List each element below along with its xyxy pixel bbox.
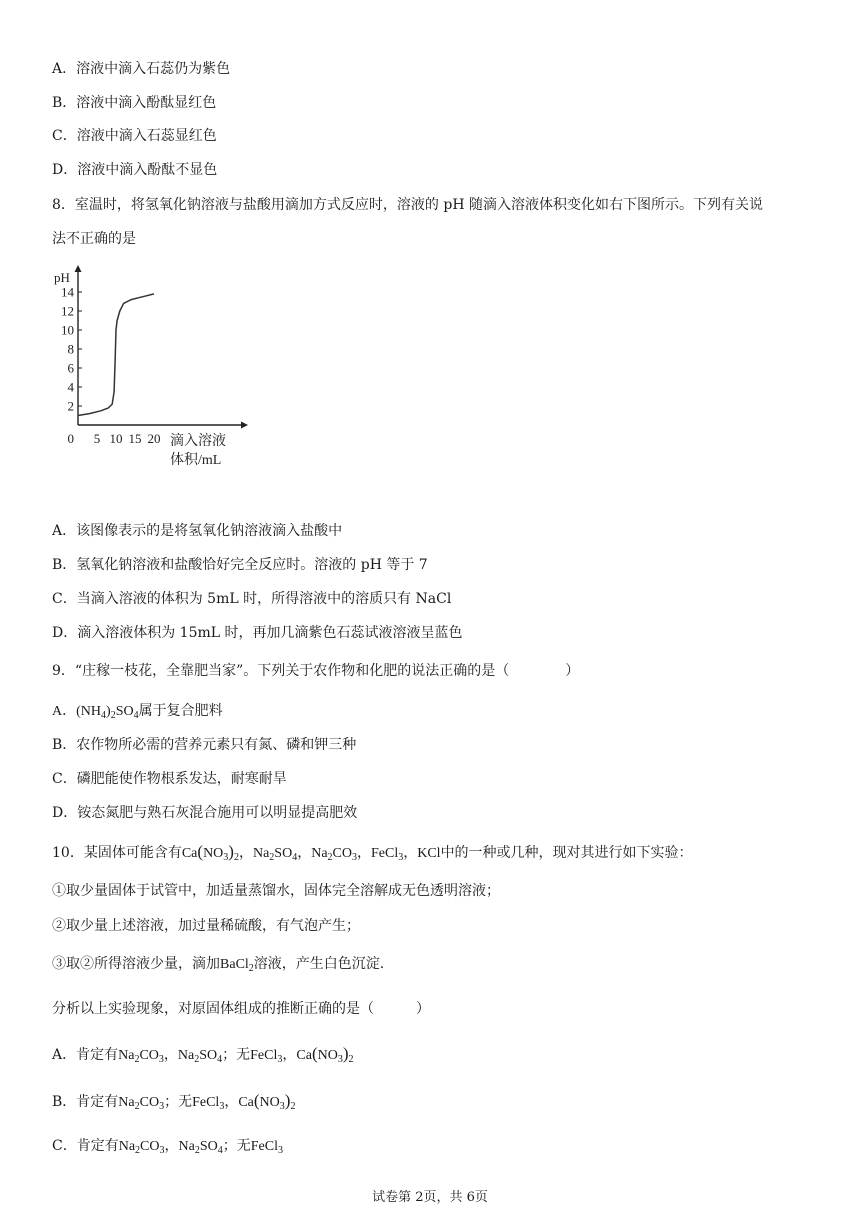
- q8-stem-line2: 法不正确的是: [52, 231, 136, 247]
- x-axis-arrow: [241, 422, 248, 429]
- page-footer: 试卷第 2页，共 6页: [372, 1190, 488, 1205]
- x-tick-label: 0: [67, 431, 74, 446]
- q7-option-c: C．溶液中滴入石蕊显红色: [52, 128, 217, 144]
- q9-option-a: A．$(NH_4)_2SO_4$属于复合肥料: [52, 703, 223, 721]
- ph-chart: [48, 262, 268, 472]
- x-axis-label-line2: 体积/mL: [170, 453, 222, 468]
- q10-option-b: B．肯定有$Na_2CO_3$；无FeCl$_3$，$Ca(NO_3)_2$: [52, 1091, 296, 1112]
- q8-option-b: B．氢氧化钠溶液和盐酸恰好完全反应时。溶液的 pH 等于 7: [52, 557, 428, 573]
- y-axis-label: pH: [54, 270, 70, 285]
- q10-option-c: C．肯定有$Na_2CO_3$，$Na_2SO_4$；无FeCl$_3$: [52, 1138, 283, 1156]
- y-tick-label: 14: [61, 284, 74, 300]
- q10-option-a: A．肯定有$Na_2CO_3$，$Na_2SO_4$；无FeCl$_3$，$Ca(NO_3)_2$: [52, 1044, 354, 1065]
- q8-option-c: C．当滴入溶液的体积为 5mL 时，所得溶液中的溶质只有 NaCl: [52, 591, 452, 607]
- q10-step1: ①取少量固体于试管中，加适量蒸馏水，固体完全溶解成无色透明溶液；: [52, 883, 500, 899]
- y-axis-arrow: [75, 265, 82, 272]
- x-tick-label: 20: [147, 431, 161, 446]
- y-tick-label: 10: [61, 322, 74, 338]
- y-tick-label: 6: [67, 360, 74, 376]
- y-tick-label: 8: [67, 341, 74, 357]
- q9-option-c: C．磷肥能使作物根系发达，耐寒耐旱: [52, 771, 287, 787]
- q10-question: 分析以上实验现象，对原固体组成的推断正确的是（ ）: [52, 1001, 430, 1017]
- q7-option-d: D．溶液中滴入酚酞不显色: [52, 162, 218, 178]
- q9-option-d: D．铵态氮肥与熟石灰混合施用可以明显提高肥效: [52, 805, 358, 821]
- q10-step3: ③取②所得溶液少量，滴加BaCl$_2$溶液，产生白色沉淀.: [52, 956, 385, 974]
- x-tick-label: 15: [128, 431, 142, 446]
- x-tick-label: 5: [93, 431, 101, 446]
- y-tick-label: 2: [67, 398, 74, 414]
- q10-stem: 10．某固体可能含有$Ca(NO_3)_2$，$Na_2SO_4$，$Na_2CO_3$，FeCl$_3$，KCl中的一种或几种，现对其进行如下实验：: [52, 842, 693, 863]
- q10-step2: ②取少量上述溶液，加过量稀硫酸，有气泡产生；: [52, 918, 360, 934]
- q7-option-b: B．溶液中滴入酚酞显红色: [52, 95, 217, 111]
- q9-option-b: B．农作物所必需的营养元素只有氮、磷和钾三种: [52, 737, 357, 753]
- y-tick-label: 4: [67, 379, 74, 395]
- ph-curve: [78, 294, 154, 416]
- q8-option-d: D．滴入溶液体积为 15mL 时，再加几滴紫色石蕊试液溶液呈蓝色: [52, 625, 463, 641]
- q7-option-a: A．溶液中滴入石蕊仍为紫色: [52, 61, 231, 77]
- q8-option-a: A．该图像表示的是将氢氧化钠溶液滴入盐酸中: [52, 523, 343, 539]
- q8-stem-line1: 8．室温时，将氢氧化钠溶液与盐酸用滴加方式反应时，溶液的 pH 随滴入溶液体积变化如右下图所示。下列有关说: [52, 197, 763, 213]
- x-tick-label: 10: [109, 431, 123, 446]
- y-tick-label: 12: [61, 303, 74, 319]
- q9-stem: 9．“庄稼一枝花，全靠肥当家”。下列关于农作物和化肥的说法正确的是（ ）: [52, 663, 580, 679]
- x-axis-label-line1: 滴入溶液: [170, 434, 226, 449]
